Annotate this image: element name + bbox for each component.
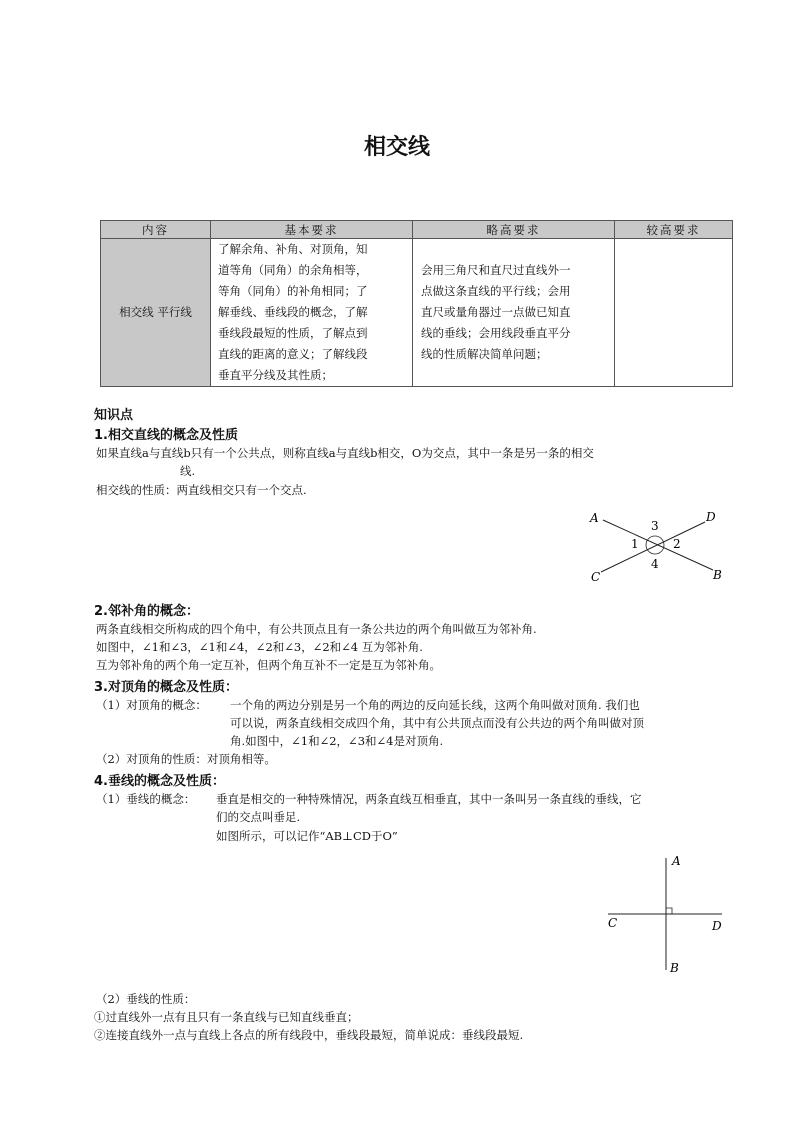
- s4-item1-label: （1）垂线的概念：: [96, 792, 196, 806]
- label-C: C: [608, 916, 618, 930]
- slight-line: 直尺或量角器过一点做已知直: [421, 305, 571, 319]
- slight-line: 点做这条直线的平行线；会用: [421, 284, 571, 298]
- col-header-higher: 较高要求: [615, 221, 733, 239]
- label-A: A: [590, 511, 599, 525]
- perpendicular-lines-figure: [600, 852, 740, 977]
- angle-2: 2: [673, 537, 681, 551]
- label-D: D: [706, 510, 716, 524]
- basic-line: 解垂线、垂线段的概念，了解: [218, 305, 368, 319]
- angle-4: 4: [651, 557, 659, 571]
- s3-item1-l2: 可以说，两条直线相交成四个角，其中有公共顶点而没有公共边的两个角叫做对顶: [230, 716, 644, 730]
- s2-line2: 如图中，∠1和∠3，∠1和∠4，∠2和∠3，∠2和∠4 互为邻补角.: [96, 640, 423, 654]
- section-3-heading: 3.对顶角的概念及性质：: [94, 680, 238, 695]
- s2-line3: 互为邻补角的两个角一定互补，但两个角互补不一定是互为邻补角。: [96, 658, 441, 672]
- section-2-heading: 2.邻补角的概念：: [94, 604, 199, 619]
- table-row: [101, 239, 733, 387]
- slight-cell: [413, 239, 615, 387]
- table-header-row: [101, 221, 733, 239]
- basic-line: 等角（同角）的补角相同；了: [218, 284, 368, 298]
- s4-item2: （2）垂线的性质：: [96, 992, 196, 1006]
- s1-line2: 相交线的性质：两直线相交只有一个交点.: [96, 483, 307, 497]
- section-1-heading: 1.相交直线的概念及性质: [94, 428, 238, 443]
- s4-item1-l1: 垂直是相交的一种特殊情况，两条直线互相垂直，其中一条叫另一条直线的垂线，它: [216, 792, 642, 806]
- label-A: A: [672, 854, 681, 868]
- basic-line: 直线的距离的意义；了解线段: [218, 347, 368, 361]
- label-B: B: [670, 961, 679, 975]
- basic-line: 垂直平分线及其性质；: [218, 368, 333, 382]
- col-header-basic: 基本要求: [211, 221, 413, 239]
- slight-line: 线的性质解决简单问题；: [421, 347, 548, 361]
- slight-line: 线的垂线；会用线段垂直平分: [421, 326, 571, 340]
- basic-line: 道等角（同角）的余角相等，: [218, 263, 368, 277]
- angle-1: 1: [631, 537, 639, 551]
- s1-line1: 如果直线a与直线b只有一个公共点，则称直线a与直线b相交，O为交点，其中一条是另一条的相交: [96, 446, 594, 460]
- s4-point1: ①过直线外一点有且只有一条直线与已知直线垂直；: [94, 1010, 359, 1024]
- knowledge-label: 知识点: [94, 408, 134, 423]
- label-B: B: [713, 568, 722, 582]
- slight-line: 会用三角尺和直尺过直线外一: [421, 263, 571, 277]
- page-title: 相交线: [363, 135, 430, 160]
- s3-item1-label: （1）对顶角的概念：: [96, 698, 207, 712]
- s4-item1-l2: 们的交点叫垂足.: [216, 810, 301, 824]
- angle-3: 3: [651, 519, 659, 533]
- s3-item2: （2）对顶角的性质：对顶角相等。: [96, 752, 276, 766]
- basic-cell: [211, 239, 413, 387]
- basic-line: 了解余角、补角、对顶角，知: [218, 242, 368, 256]
- s2-line1: 两条直线相交所构成的四个角中，有公共顶点且有一条公共边的两个角叫做互为邻补角.: [96, 622, 537, 636]
- s3-item1-l1: 一个角的两边分别是另一个角的两边的反向延长线，这两个角叫做对顶角. 我们也: [230, 698, 640, 712]
- requirements-table: [100, 220, 733, 387]
- topic-cell: 相交线 平行线: [101, 239, 211, 387]
- basic-line: 垂线段最短的性质，了解点到: [218, 326, 368, 340]
- label-D: D: [712, 919, 722, 933]
- intersecting-lines-figure: [585, 508, 725, 588]
- higher-cell: [615, 239, 733, 387]
- section-4-heading: 4.垂线的概念及性质：: [94, 774, 225, 789]
- s4-item1-l3: 如图所示，可以记作“AB⊥CD于O”: [216, 829, 398, 843]
- col-header-content: 内容: [101, 221, 211, 239]
- s4-point2: ②连接直线外一点与直线上各点的所有线段中，垂线段最短，简单说成：垂线段最短.: [94, 1028, 524, 1042]
- s3-item1-l3: 角.如图中，∠1和∠2，∠3和∠4是对顶角.: [230, 734, 444, 748]
- label-C: C: [591, 570, 601, 584]
- s1-line1b: 线.: [180, 464, 196, 478]
- col-header-slight: 略高要求: [413, 221, 615, 239]
